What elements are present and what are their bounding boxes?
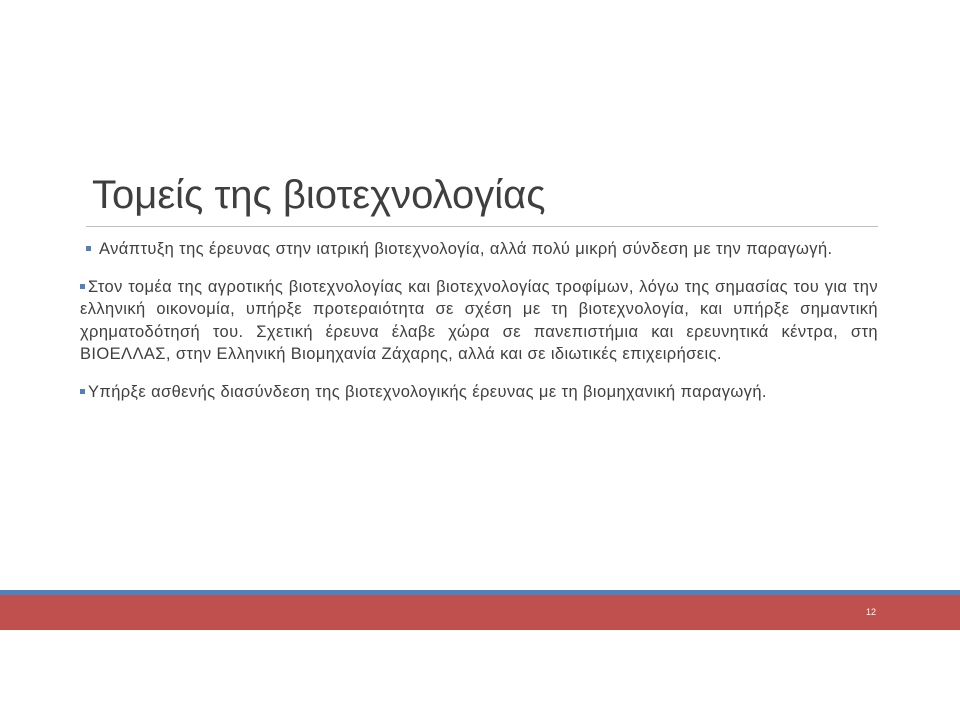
title-divider: [86, 226, 878, 227]
bullet-text: Υπήρξε ασθενής διασύνδεση της βιοτεχνολογικής έρευνας με τη βιομηχανική παραγωγή.: [88, 382, 767, 401]
bullet-text: Ανάπτυξη της έρευνας στην ιατρική βιοτεχνολογία, αλλά πολύ μικρή σύνδεση με την παραγωγή.: [99, 240, 833, 258]
bullet-item: [80, 381, 878, 404]
square-bullet-icon: [86, 246, 91, 251]
square-bullet-icon: [80, 284, 85, 289]
footer-red-band: [0, 595, 960, 630]
bullet-item: [80, 238, 878, 261]
page-number: 12: [865, 607, 876, 617]
bullet-text: Στον τομέα της αγροτικής βιοτεχνολογίας και βιοτεχνολογίας τροφίμων, λόγω της σημασίας του για την ελληνική οικονομία, υπήρξε προτεραιότητα σε σχέση με τη βιοτεχνολογία, και υπήρξε σημαντική χρηματοδότησή του. Σχετική έρευνα έλαβε χώρα σε πανεπιστήμια και ερευνητικά κέντρα, στη ΒΙΟΕΛΛΑΣ, στην Ελληνική Βιομηχανία Ζάχαρης, αλλά και σε ιδιωτικές επιχειρήσεις.: [80, 277, 878, 363]
bullet-list: [80, 238, 878, 418]
slide-title: Τομείς της βιοτεχνολογίας: [92, 173, 546, 217]
square-bullet-icon: [80, 389, 85, 394]
bullet-item: [80, 276, 878, 366]
